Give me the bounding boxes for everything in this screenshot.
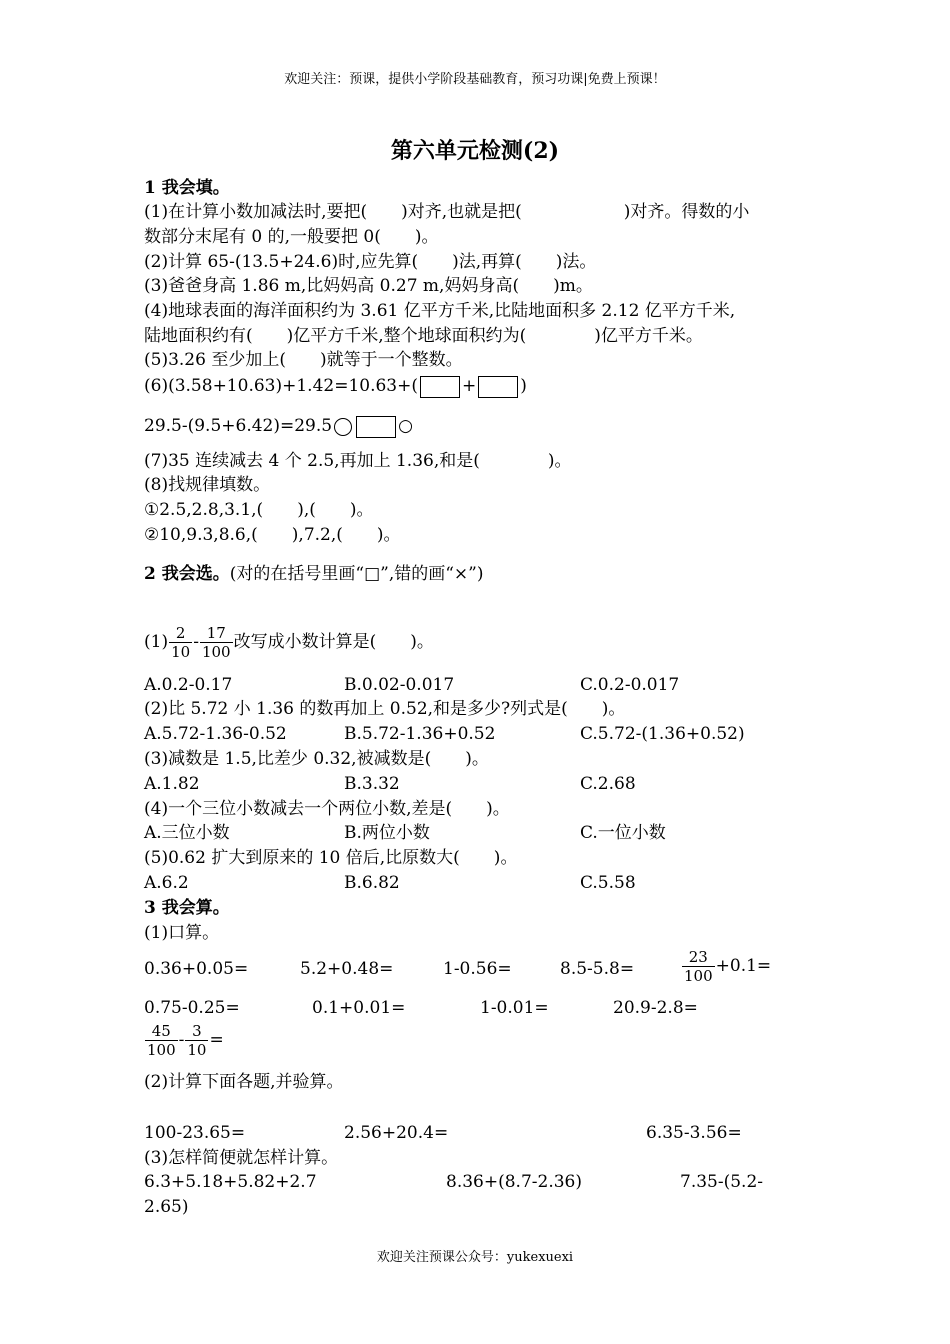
s1-q8: (8)找规律填数。 bbox=[144, 475, 271, 495]
s1-q3: (3)爸爸身高 1.86 m,比妈妈高 0.27 m,妈妈身高( )m。 bbox=[144, 276, 593, 296]
s3-p3: (3)怎样简便就怎样计算。 bbox=[144, 1148, 339, 1168]
oral-calc-item: 0.1+0.01= bbox=[312, 998, 406, 1018]
s1-q6a-pre: (6)(3.58+10.63)+1.42=10.63+( bbox=[144, 376, 418, 396]
option-b[interactable]: B.0.02-0.017 bbox=[344, 675, 455, 695]
option-a[interactable]: A.0.2-0.17 bbox=[144, 675, 233, 695]
s1-q5: (5)3.26 至少加上( )就等于一个整数。 bbox=[144, 350, 463, 370]
option-b[interactable]: B.5.72-1.36+0.52 bbox=[344, 724, 496, 744]
s1-q4-line1: (4)地球表面的海洋面积约为 3.61 亿平方千米,比陆地面积多 2.12 亿平方千米, bbox=[144, 301, 736, 321]
s1-q2: (2)计算 65-(13.5+24.6)时,应先算( )法,再算( )法。 bbox=[144, 252, 597, 272]
option-a[interactable]: A.1.82 bbox=[144, 774, 200, 794]
s1-q8-a: ①2.5,2.8,3.1,( ),( )。 bbox=[144, 500, 374, 520]
section-1-title: 1 我会填。 bbox=[144, 178, 230, 198]
s2-q1-post: 改写成小数计算是( )。 bbox=[233, 632, 434, 652]
s1-q7: (7)35 连续减去 4 个 2.5,再加上 1.36,和是( )。 bbox=[144, 451, 572, 471]
s2-q4: (4)一个三位小数减去一个两位小数,差是( )。 bbox=[144, 799, 510, 819]
section-3-title: 3 我会算。 bbox=[144, 898, 230, 918]
fraction bbox=[682, 948, 715, 985]
s1-q6a-post: ) bbox=[520, 376, 527, 396]
page-title: 第六单元检测(2) bbox=[390, 138, 560, 164]
section-2-note: (对的在括号里画“□”,错的画“×”) bbox=[229, 564, 484, 584]
numerator: 3 bbox=[185, 1022, 208, 1041]
section-2-title-text: 2 我会选。 bbox=[144, 564, 230, 584]
option-a[interactable]: A.三位小数 bbox=[144, 823, 230, 843]
fraction bbox=[145, 1022, 178, 1059]
fraction bbox=[169, 624, 192, 661]
denominator: 10 bbox=[187, 1041, 207, 1059]
calc-item: 7.35-(5.2- bbox=[680, 1172, 764, 1192]
oral-calc-item: 1-0.01= bbox=[480, 998, 549, 1018]
denominator: 100 bbox=[684, 967, 713, 985]
fraction bbox=[200, 624, 233, 661]
oral-calc-tail: +0.1= bbox=[715, 956, 772, 976]
s2-q1-pre: (1) bbox=[144, 632, 169, 652]
denominator: 100 bbox=[201, 643, 231, 661]
option-c[interactable]: C.5.72-(1.36+0.52) bbox=[580, 724, 745, 744]
s1-q1-line2: 数部分末尾有 0 的,一般要把 0( )。 bbox=[144, 227, 439, 247]
s1-q4-line2: 陆地面积约有( )亿平方千米,整个地球面积约为( )亿平方千米。 bbox=[144, 326, 703, 346]
oral-calc-item: 20.9-2.8= bbox=[613, 998, 698, 1018]
operator: - bbox=[178, 1030, 185, 1050]
answer-box[interactable] bbox=[356, 416, 396, 438]
numerator: 17 bbox=[200, 624, 233, 643]
option-c[interactable]: C.5.58 bbox=[580, 873, 636, 893]
option-c[interactable]: C.0.2-0.017 bbox=[580, 675, 680, 695]
s1-q6b-post: ○ bbox=[398, 416, 413, 436]
page-footer: 欢迎关注预课公众号：yukexuexi bbox=[376, 1250, 574, 1265]
page-header: 欢迎关注：预课，提供小学阶段基础教育，预习功课|免费上预课！ bbox=[284, 72, 666, 87]
answer-box[interactable] bbox=[478, 376, 518, 398]
numerator: 23 bbox=[682, 948, 715, 967]
operator: - bbox=[193, 632, 199, 652]
s2-q1 bbox=[144, 624, 434, 661]
calc-item: 100-23.65= bbox=[144, 1123, 246, 1143]
option-c[interactable]: C.2.68 bbox=[580, 774, 636, 794]
oral-calc-fraction-item bbox=[681, 948, 771, 985]
numerator: 2 bbox=[169, 624, 192, 643]
denominator: 100 bbox=[147, 1041, 176, 1059]
s1-q8-b: ②10,9.3,8.6,( ),7.2,( )。 bbox=[144, 525, 401, 545]
oral-calc-item: 1-0.56= bbox=[443, 959, 512, 979]
s2-q5: (5)0.62 扩大到原来的 10 倍后,比原数大( )。 bbox=[144, 848, 518, 868]
s1-q6-line2 bbox=[144, 414, 413, 438]
oral-calc-fraction-item bbox=[144, 1022, 224, 1059]
option-b[interactable]: B.3.32 bbox=[344, 774, 400, 794]
option-c[interactable]: C.一位小数 bbox=[580, 823, 666, 843]
oral-calc-item: 0.36+0.05= bbox=[144, 959, 249, 979]
s3-p1: (1)口算。 bbox=[144, 923, 220, 943]
option-b[interactable]: B.6.82 bbox=[344, 873, 400, 893]
s1-q1-line1: (1)在计算小数加减法时,要把( )对齐,也就是把( )对齐。得数的小 bbox=[144, 202, 750, 222]
option-a[interactable]: A.6.2 bbox=[144, 873, 189, 893]
calc-item: 2.56+20.4= bbox=[344, 1123, 449, 1143]
calc-item: 6.3+5.18+5.82+2.7 bbox=[144, 1172, 317, 1192]
oral-calc-item: 5.2+0.48= bbox=[300, 959, 394, 979]
fraction bbox=[185, 1022, 208, 1059]
calc-item: 6.35-3.56= bbox=[646, 1123, 742, 1143]
answer-box[interactable] bbox=[420, 376, 460, 398]
option-a[interactable]: A.5.72-1.36-0.52 bbox=[144, 724, 287, 744]
s1-q6a-mid: + bbox=[462, 376, 477, 396]
option-b[interactable]: B.两位小数 bbox=[344, 823, 430, 843]
section-2-title bbox=[144, 562, 484, 586]
calc-item-wrap: 2.65) bbox=[144, 1197, 189, 1217]
denominator: 10 bbox=[171, 643, 191, 661]
s1-q6-line1 bbox=[144, 374, 527, 398]
oral-calc-item: 0.75-0.25= bbox=[144, 998, 240, 1018]
s2-q3: (3)减数是 1.5,比差少 0.32,被减数是( )。 bbox=[144, 749, 489, 769]
numerator: 45 bbox=[145, 1022, 178, 1041]
calc-item: 8.36+(8.7-2.36) bbox=[446, 1172, 582, 1192]
s1-q6b-pre: 29.5-(9.5+6.42)=29.5 bbox=[144, 416, 333, 436]
s3-p2: (2)计算下面各题,并验算。 bbox=[144, 1072, 344, 1092]
s2-q2: (2)比 5.72 小 1.36 的数再加上 0.52,和是多少?列式是( )。 bbox=[144, 699, 626, 719]
oral-calc-tail: = bbox=[209, 1030, 224, 1050]
answer-circle[interactable] bbox=[334, 418, 352, 436]
oral-calc-item: 8.5-5.8= bbox=[560, 959, 635, 979]
